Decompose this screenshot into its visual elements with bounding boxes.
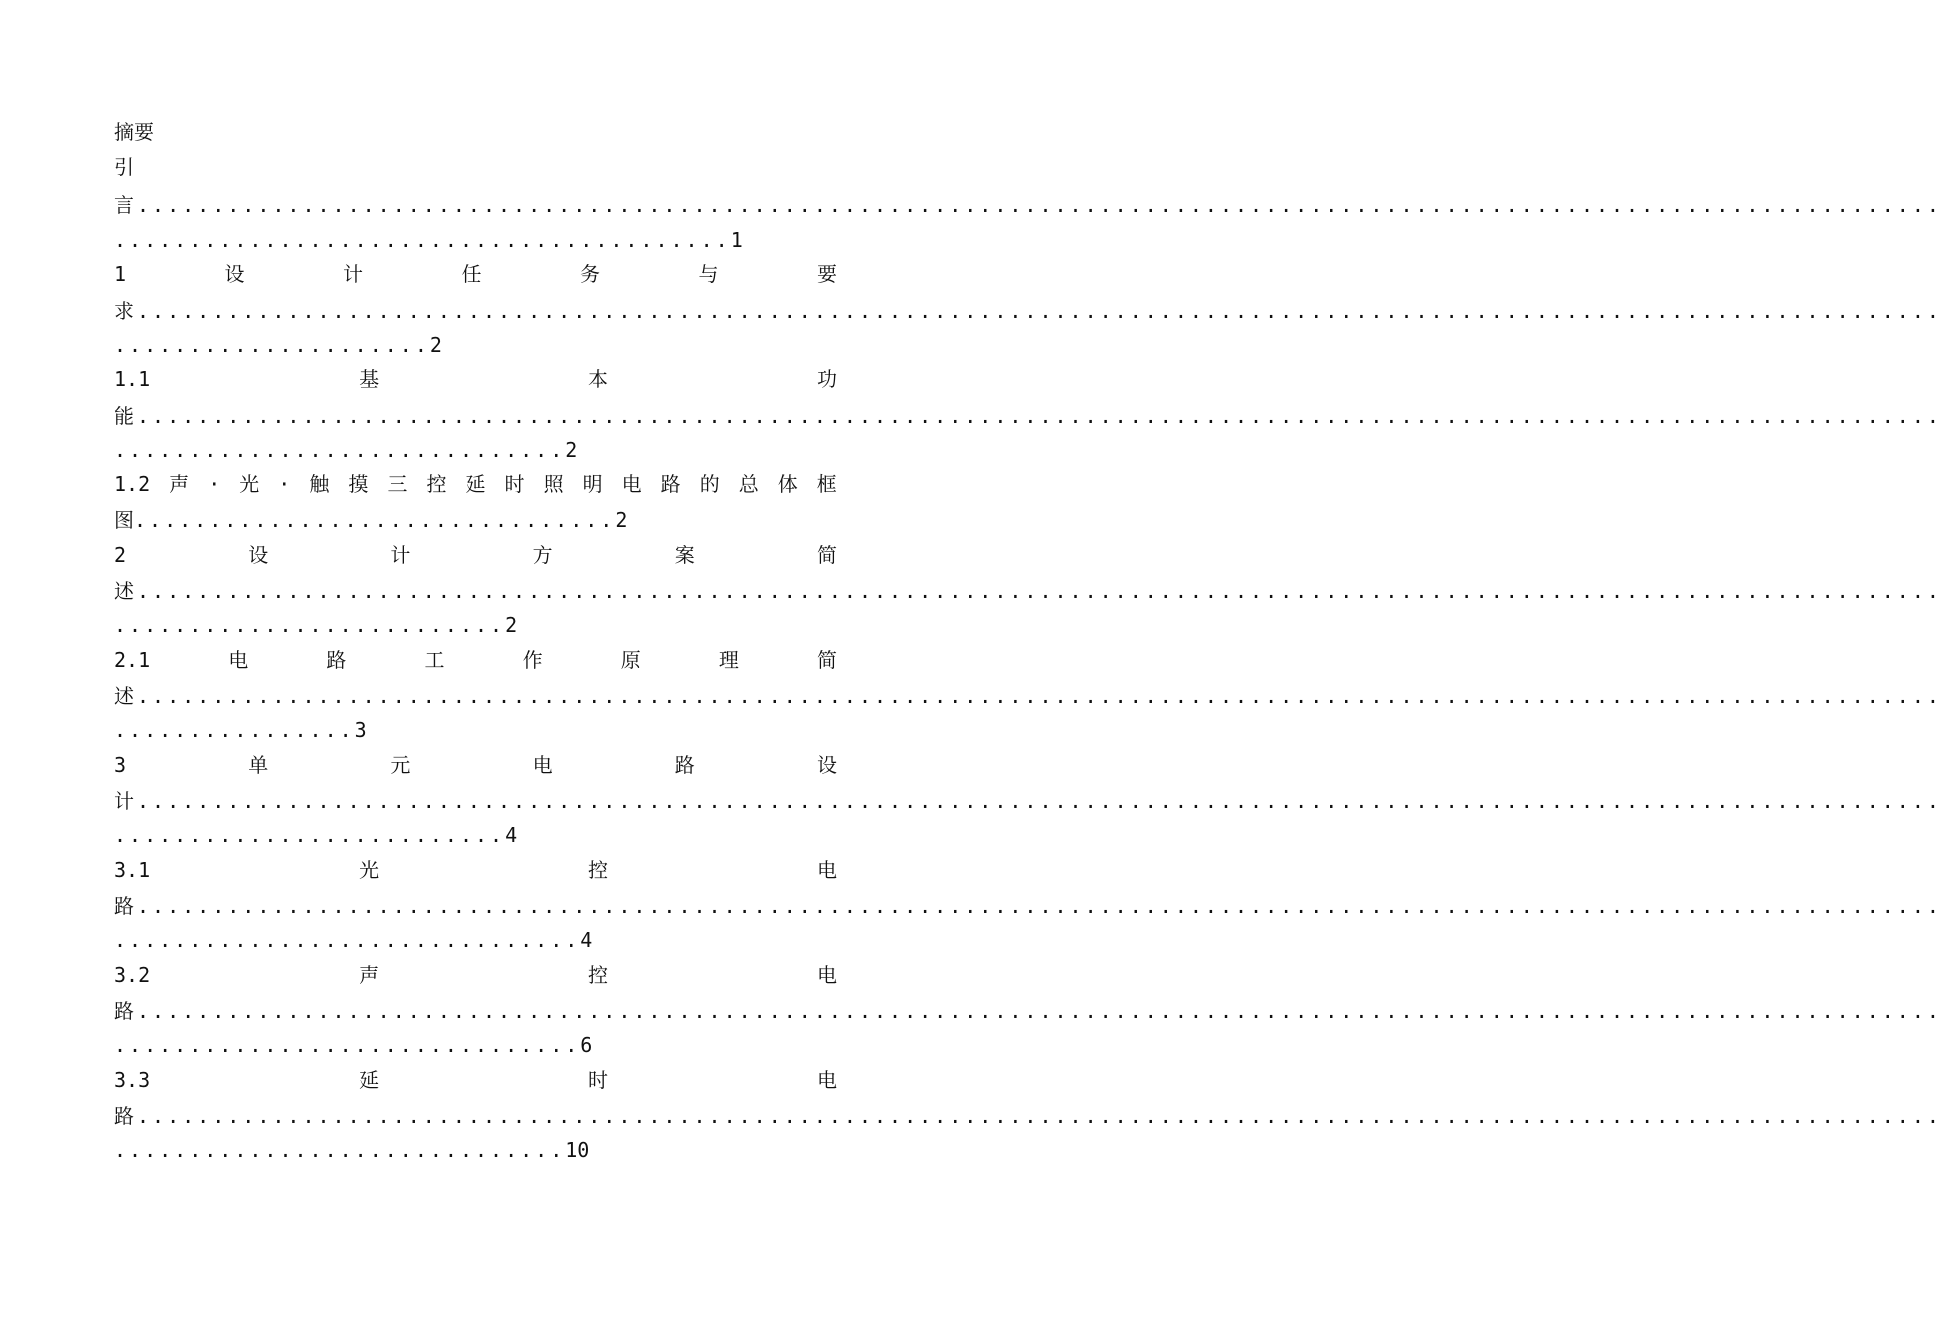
toc-entry-tail: 图 (114, 508, 134, 532)
toc-page-number: 10 (565, 1138, 590, 1162)
toc-heading-cell: 电 (816, 1068, 837, 1092)
toc-heading-cell: 计 (343, 262, 364, 286)
toc-entry-s2 (114, 538, 837, 573)
toc-heading-cell: 电 (621, 472, 642, 496)
toc-heading-cell: 方 (532, 543, 553, 567)
toc-heading-cell: 与 (698, 262, 719, 286)
toc-entry-s2-1-page (114, 713, 837, 748)
toc-heading-cell: 的 (699, 472, 720, 496)
toc-entry-tail: 能 (114, 404, 134, 428)
toc-abstract-text: 摘要 (114, 120, 154, 144)
toc-entry-s1-2 (114, 467, 837, 502)
toc-entry-tail: 路 (114, 894, 134, 918)
toc-entry-s1-page (114, 328, 837, 363)
toc-entry-tail: 路 (114, 1104, 134, 1128)
toc-entry-s3-3-cont (114, 1099, 1942, 1134)
toc-entry-s3-page (114, 818, 837, 853)
toc-abstract (114, 115, 837, 150)
toc-entry-s2-cont (114, 574, 1942, 609)
toc-entry-s3-3-page (114, 1133, 837, 1168)
toc-entry-s2-1 (114, 643, 837, 678)
toc-intro-text-1: 引 (114, 155, 134, 179)
toc-heading-cell: 1.1 (114, 367, 151, 391)
toc-intro-text-2: 言 (114, 193, 134, 217)
toc-intro-line1 (114, 150, 837, 185)
toc-heading-cell: 基 (359, 367, 380, 391)
toc-entry-tail: 求 (114, 299, 134, 323)
toc-entry-s3-2 (114, 958, 837, 993)
toc-leader-dots: ........................................................................................................................ (137, 684, 1942, 708)
toc-entry-s3-1-cont (114, 889, 1942, 924)
toc-heading-cell: 照 (543, 472, 564, 496)
toc-entry-s3-3 (114, 1063, 837, 1098)
toc-heading-cell: 本 (588, 367, 609, 391)
toc-entry-s2-page (114, 608, 837, 643)
toc-heading-cell: 控 (588, 858, 609, 882)
toc-heading-cell: 声 (169, 472, 190, 496)
toc-heading-cell: 控 (426, 472, 447, 496)
toc-heading-cell: 要 (816, 262, 837, 286)
toc-entry-tail: 路 (114, 999, 134, 1023)
toc-heading-cell: 功 (816, 367, 837, 391)
toc-entry-tail: 述 (114, 684, 134, 708)
toc-heading-cell: 设 (224, 262, 245, 286)
toc-leader-dots: ........................................................................................................................ (137, 1104, 1942, 1128)
toc-leader-dots: ........................................................................................................................ (137, 299, 1942, 323)
toc-heading-cell: 光 (239, 472, 260, 496)
toc-heading-cell: 三 (387, 472, 408, 496)
toc-intro-line3 (114, 223, 837, 258)
toc-heading-cell: 延 (359, 1068, 380, 1092)
toc-page-number: 2 (565, 438, 578, 462)
toc-heading-cell: · (278, 472, 291, 496)
toc-heading-cell: 设 (816, 753, 837, 777)
toc-heading-cell: 简 (816, 543, 837, 567)
toc-entry-tail: 计 (114, 789, 134, 813)
toc-heading-cell: 简 (817, 648, 837, 672)
toc-heading-cell: 声 (359, 963, 380, 987)
toc-leader-dots: ........................................................................................................................ (137, 404, 1942, 428)
toc-heading-cell: 时 (588, 1068, 609, 1092)
toc-leader-dots: ............................... (114, 928, 581, 952)
toc-page-number: 1 (730, 228, 743, 252)
toc-heading-cell: 1 (114, 262, 127, 286)
toc-heading-cell: 3 (114, 753, 127, 777)
toc-heading-cell: 明 (582, 472, 603, 496)
toc-page-number: 2 (505, 613, 518, 637)
toc-leader-dots: .......................... (114, 613, 506, 637)
toc-heading-cell: 2.1 (114, 648, 151, 672)
toc-entry-s1-2-cont (114, 503, 837, 538)
toc-heading-cell: 电 (816, 963, 837, 987)
toc-leader-dots: .......................... (114, 823, 506, 847)
toc-entry-s3-2-page (114, 1028, 837, 1063)
toc-page-number: 4 (580, 928, 593, 952)
toc-heading-cell: 计 (390, 543, 411, 567)
toc-heading-cell: 元 (390, 753, 411, 777)
toc-heading-cell: 3.1 (114, 858, 151, 882)
toc-intro-line2 (114, 188, 1942, 223)
toc-heading-cell: 总 (738, 472, 759, 496)
toc-entry-s1-cont (114, 294, 1942, 329)
toc-page-number: 3 (354, 718, 367, 742)
toc-heading-cell: 路 (326, 648, 347, 672)
toc-leader-dots: ............................... (114, 1033, 581, 1057)
toc-entry-s2-1-cont (114, 679, 1942, 714)
toc-heading-cell: 光 (359, 858, 380, 882)
toc-leader-dots: ........................................................................................................................ (137, 789, 1942, 813)
toc-heading-cell: 案 (674, 543, 695, 567)
toc-heading-cell: 理 (718, 648, 739, 672)
toc-page-number: 4 (505, 823, 518, 847)
toc-heading-cell: 体 (777, 472, 798, 496)
toc-heading-cell: 控 (588, 963, 609, 987)
toc-entry-s3-1-page (114, 923, 837, 958)
toc-heading-cell: 摸 (348, 472, 369, 496)
toc-heading-cell: 延 (465, 472, 486, 496)
toc-entry-s1-1 (114, 362, 837, 397)
toc-page-number: 6 (580, 1033, 593, 1057)
toc-entry-s1-1-cont (114, 399, 1942, 434)
toc-heading-cell: 框 (816, 472, 837, 496)
toc-entry-s1 (114, 257, 837, 292)
toc-heading-cell: 1.2 (114, 472, 151, 496)
toc-heading-cell: 作 (522, 648, 543, 672)
toc-entry-s3-2-cont (114, 994, 1942, 1029)
toc-heading-cell: 务 (579, 262, 600, 286)
toc-heading-cell: 路 (660, 472, 681, 496)
toc-heading-cell: 单 (248, 753, 269, 777)
toc-heading-cell: 设 (248, 543, 269, 567)
toc-entry-s3 (114, 748, 837, 783)
toc-entry-tail: 述 (114, 579, 134, 603)
toc-leader-dots: ........................................................................................................................ (137, 999, 1942, 1023)
toc-leader-dots: ........................................................................................................................ (137, 894, 1942, 918)
toc-page-number: 2 (615, 508, 628, 532)
toc-heading-cell: 电 (532, 753, 553, 777)
toc-heading-cell: 电 (228, 648, 249, 672)
toc-leader-dots: ................ (114, 718, 355, 742)
toc-page-number: 2 (429, 333, 442, 357)
toc-entry-s3-1 (114, 853, 837, 888)
toc-heading-cell: · (208, 472, 221, 496)
toc-leader-dots: ..................... (114, 333, 430, 357)
toc-entry-s3-cont (114, 784, 1942, 819)
toc-heading-cell: 时 (504, 472, 525, 496)
toc-heading-cell: 2 (114, 543, 127, 567)
toc-heading-cell: 工 (424, 648, 445, 672)
toc-heading-cell: 3.3 (114, 1068, 151, 1092)
toc-leader-dots: .............................. (114, 1138, 566, 1162)
toc-entry-s1-1-page (114, 433, 837, 468)
toc-heading-cell: 任 (461, 262, 482, 286)
toc-leader-dots: .............................. (114, 438, 566, 462)
toc-leader-dots: ......................................... (114, 228, 731, 252)
toc-heading-cell: 路 (674, 753, 695, 777)
toc-leader-dots: ........................................................................................................................ (137, 193, 1942, 217)
toc-heading-cell: 电 (816, 858, 837, 882)
toc-leader-dots: ........................................................................................................................ (137, 579, 1942, 603)
toc-heading-cell: 触 (309, 472, 330, 496)
toc-heading-cell: 原 (620, 648, 641, 672)
toc-leader-dots: ................................ (134, 508, 616, 532)
toc-heading-cell: 3.2 (114, 963, 151, 987)
